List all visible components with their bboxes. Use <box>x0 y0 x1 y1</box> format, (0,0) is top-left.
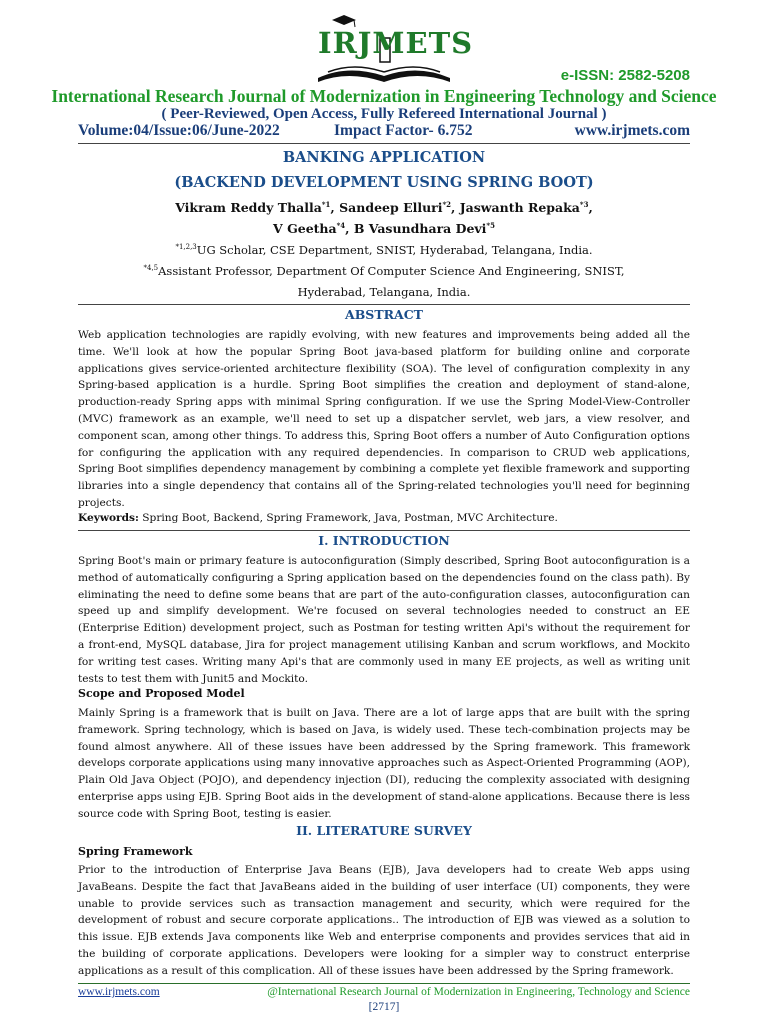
abstract-divider <box>78 530 690 531</box>
scope-text: Mainly Spring is a framework that is built on Java. There are a lot of large apps that are built with the spring framework. Spring technology, which is based on Java, is widely used. These tech-combination projects may be found almost anywhere. All of these issues have been addressed by the Spring framework. This framework develops corporate applications using many innovative approaches such as Aspect-Oriented Programming (AOP), Plain Old Java Object (POJO), and dependency injection (DI), reducing the complexity associated with designing enterprise apps using EJB. Spring Boot aids in the development of stand-alone applications. Because there is less source code with Spring Boot, testing is easier. <box>78 707 690 820</box>
title-divider <box>78 304 690 305</box>
footer-divider <box>78 983 690 984</box>
header-divider <box>78 143 690 144</box>
journal-website: www.irjmets.com <box>574 122 690 139</box>
introduction-text: Spring Boot's main or primary feature is autoconfiguration (Simply described, Spring Boot autoconfiguration is a method of automatically configuring a Spring application based on the dependencies found on the class path). By eliminating the need to define some beans that are part of the auto-configuration classes, autoconfiguration can speed up and simplify development. We're focused on several technologies needed to construct an EE (Enterprise Edition) development project, such as Postman for testing written Api's without the requirement for a front-end, MySQL database, Jira for project management utilising Kanban and scrum workflows, and Mockito for writing test cases. Writing many Api's that are commonly used in many EE projects, as well as writing unit tests to test them with Junit5 and Mockito. <box>78 555 690 685</box>
issn: e-ISSN: 2582-5208 <box>560 67 690 84</box>
spring-framework-subheading: Spring Framework <box>78 845 193 858</box>
literature-text: Prior to the introduction of Enterprise Java Beans (EJB), Java developers had to create Web apps using JavaBeans. Despite the fact that JavaBeans aided in the building of user interface (UI) components, they were unable to provide services such as transaction management and security, which were required for the development of robust and secure corporate applications.. The introduction of EJB was viewed as a solution to this issue. EJB extends Java components like Web and enterprise components and provides services that aid in the building of corporate applications. Developers were looking for a simpler way to construct enterprise applications as a result of this complication. All of these issues have been addressed by the Spring framework. <box>78 864 690 977</box>
footer-copyright: @International Research Journal of Modernization in Engineering, Technology and Science <box>267 986 690 998</box>
page-number: [2717] <box>368 1001 400 1013</box>
introduction-heading: I. INTRODUCTION <box>318 533 450 548</box>
keywords: Keywords: Spring Boot, Backend, Spring Framework, Java, Postman, MVC Architecture. <box>78 512 558 524</box>
volume-issue: Volume:04/Issue:06/June-2022 <box>78 122 280 139</box>
affiliation-1: $^{*1,2,3}$UG Scholar, CSE Department, SNIST, Hyderabad, Telangana, India. <box>175 243 593 257</box>
journal-name: International Research Journal of Modernization in Engineering Technology and Science <box>51 86 717 106</box>
paper-title-line1: BANKING APPLICATION <box>282 149 486 166</box>
footer-link[interactable]: www.irjmets.com <box>78 986 160 998</box>
authors-line1: Vikram Reddy Thalla$^{*1}$, Sandeep Elluri$^{*2}$, Jaswanth Repaka$^{*3}$, <box>175 199 593 215</box>
scope-subheading: Scope and Proposed Model <box>78 687 245 700</box>
authors-line2: V Geetha$^{*4}$, B Vasundhara Devi$^{*5}$ <box>273 220 495 236</box>
literature-heading: II. LITERATURE SURVEY <box>296 823 472 838</box>
paper-title-line2: (BACKEND DEVELOPMENT USING SPRING BOOT) <box>174 174 594 191</box>
affiliation-3: Hyderabad, Telangana, India. <box>297 285 471 299</box>
abstract-text: Web application technologies are rapidly evolving, with new features and improvements being added all the time. We'll look at how the popular Spring Boot java-based platform for building online and corporate applications gives service-oriented architecture flexibility (SOA). The level of configuration complexity in any Spring-based application is a hurdle. Spring Boot simplifies the creation and deployment of stand-alone, production-ready Spring apps with minimal Spring configuration. If we use the Spring Model-View-Controller (MVC) framework as an example, we'll need to set up a dispatcher servlet, web jars, a view resolver, and component scan, among other things. To address this, Spring Boot offers a number of Auto Configuration options for configuring the application with any required dependencies. In comparison to CRUD web applications, Spring Boot simplifies dependency management by combining a complete yet flexible framework and supporting libraries into a single dependency that contains all of the Spring-related technologies you'll need for beginning projects. <box>78 329 690 509</box>
affiliation-2: $^{*4,5}$Assistant Professor, Department Of Computer Science And Engineering, SNIST, <box>143 264 625 278</box>
logo-text: IRJMETS <box>318 26 474 60</box>
impact-factor: Impact Factor- 6.752 <box>334 122 473 139</box>
abstract-heading: ABSTRACT <box>345 307 423 322</box>
review-line: ( Peer-Reviewed, Open Access, Fully Refereed International Journal ) <box>161 106 607 122</box>
irjmets-logo-icon <box>318 12 474 86</box>
